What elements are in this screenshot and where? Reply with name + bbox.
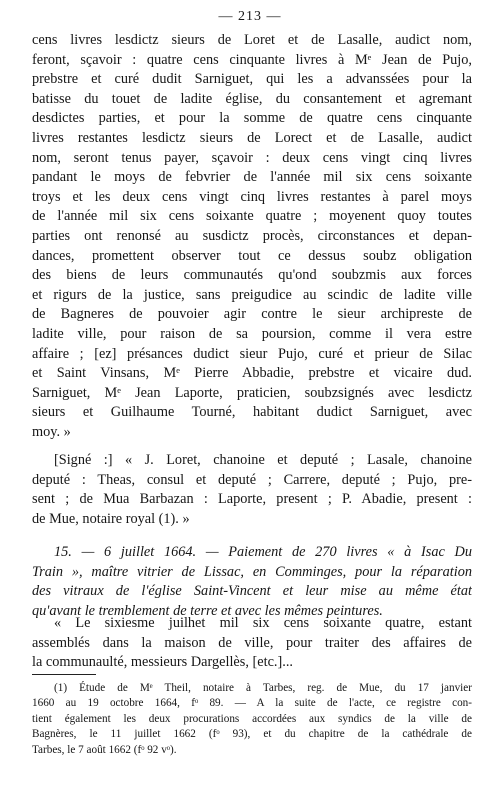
footnote-rule	[32, 674, 96, 675]
p1-line: pandant le moys de febvrier de l'année mil six cens soixante	[32, 169, 472, 186]
p1-line: livres restantes lesdictz sieurs de Lorect et de Lasalle, audict	[32, 129, 472, 146]
paragraph-entry-15-heading	[32, 543, 472, 621]
p1-line: Sarniguet, Mᵉ Jean Laporte, praticien, soubzsignés avec lesdictz	[32, 384, 472, 401]
p1-line: cens livres lesdictz sieurs de Loret et de Lasalle, audict nom,	[32, 32, 472, 48]
p1-line: prebstre et curé dudit Sarniguet, qui les a advanssées pour la	[32, 71, 472, 88]
p1-line: troys et les deux cens vingt cinq livres restantes à parel moys	[32, 188, 472, 205]
p4-line: la communaulté, messieurs Dargellès, [etc.]...	[32, 654, 293, 671]
p1-line: nom, seront tenus payer, sçavoir : deux cens vingt cinq livres	[32, 149, 472, 166]
p2-line: [Signé :] « J. Loret, chanoine et deputé ; Lasale, chanoine	[54, 452, 472, 468]
footnote-line: (1) Étude de Mᵉ Theil, notaire à Tarbes, reg. de Mue, du 17 janvier	[54, 682, 472, 694]
p2-line: sent ; de Mua Barbazan : Laporte, present ; P. Abadie, present :	[32, 491, 472, 508]
p1-line: dances, promettent observer tout ce dessus soubz obligation	[32, 247, 472, 264]
p2-line: de Mue, notaire royal (1). »	[32, 510, 190, 527]
p2-line: deputé : Theas, consul et deputé ; Carrere, deputé ; Pujo, pre-	[32, 471, 472, 488]
footnote	[32, 681, 472, 758]
footnote-line: Bagnères, le 11 juillet 1662 (fᵒ 93), et du chapitre de la cathédrale de	[32, 728, 472, 741]
p1-line: de Bagneres de pouvoier agir contre le sieur archipreste de	[32, 306, 472, 323]
p1-line: et Saint Vinsans, Mᵉ Pierre Abbadie, prebstre et vicaire dud.	[32, 365, 472, 382]
p1-line: sieurs et Guilhaume Tourné, habitant dudict Sarniguet, avec	[32, 404, 472, 421]
paragraph-signatures	[32, 451, 472, 529]
p1-line: parties ont renonsé au susdictz procès, circonstances et depan-	[32, 227, 472, 244]
footnote-line: tient également les deux procurations accordées aux syndics de la ville de	[32, 712, 472, 725]
p3-line: Train », maître vitrier de Lissac, en Comminges, pour la réparation	[32, 563, 472, 580]
page-number: — 213 —	[218, 9, 282, 24]
p3-line: des vitraux de l'église Saint-Vincent et leur mise au même état	[32, 583, 472, 600]
p4-line: assemblés dans la maison de ville, pour traiter des affaires de	[32, 634, 472, 651]
p1-line: ladite ville, pour raison de sa poursion, comme il vera estre	[32, 325, 472, 342]
p1-line: de l'année mil six cens soixante quatre ; moyenent quoy toutes	[32, 208, 472, 225]
footnote-line: 1660 au 19 octobre 1664, fᵒ 89. — A la suite de l'acte, ce registre con-	[32, 697, 472, 710]
p1-line: batisse du touet de ladite église, du consantement et agremant	[32, 90, 472, 107]
p1-line: et rigurs de la justice, sans preigudice au scindic de ladite ville	[32, 286, 472, 303]
p3-line: 15. — 6 juillet 1664. — Paiement de 270 livres « à Isac Du	[54, 544, 472, 560]
p1-line: feront, sçavoir : quatre cens cinquante livres à Mᵉ Jean de Pujo,	[32, 51, 472, 68]
paragraph-quote	[32, 614, 472, 673]
p4-line: « Le sixiesme juilhet mil six cens soixante quatre, estant	[54, 615, 472, 631]
p1-line: moy. »	[32, 423, 71, 440]
p1-line: des biens de leurs communautés qu'ond soubzmis aux forces	[32, 267, 472, 284]
footnote-line: Tarbes, le 7 août 1662 (fᵒ 92 vᵒ).	[32, 743, 177, 756]
p3-line: qu'avant le tremblement de terre et avec les mêmes peintures.	[32, 602, 383, 619]
p1-line: affaire ; [ez] présances dudict sieur Pujo, curé et prieur de Silac	[32, 345, 472, 362]
paragraph-act-text	[32, 31, 472, 442]
p1-line: desdictes parties, et pour la somme de quatre cens cinquante	[32, 110, 472, 127]
